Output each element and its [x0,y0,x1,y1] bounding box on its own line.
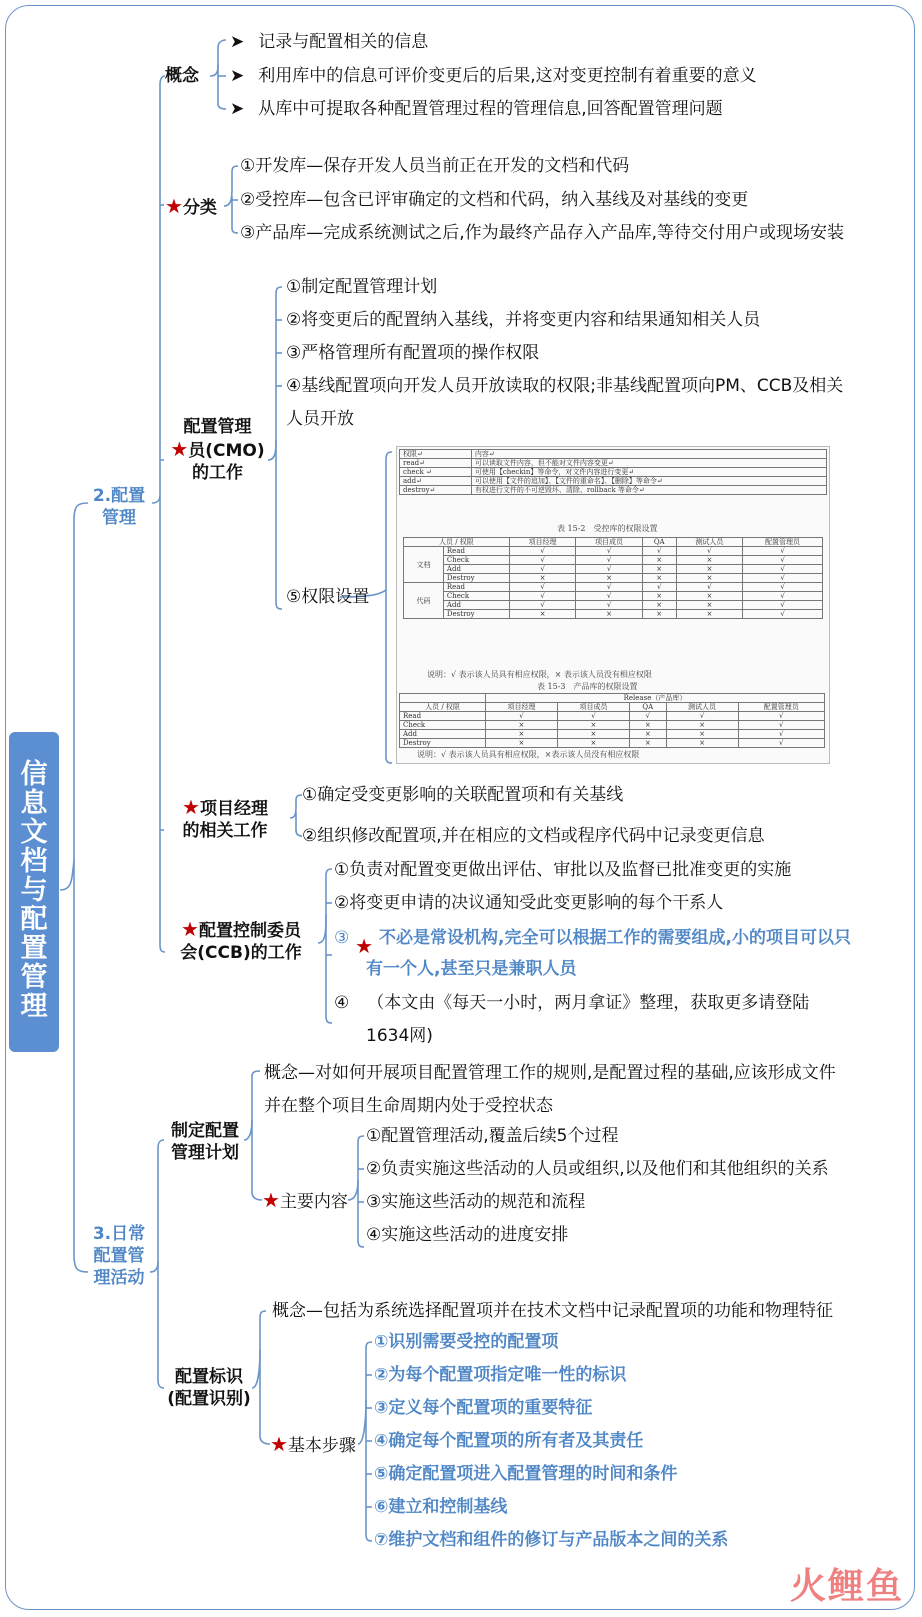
ident-step-2: ②为每个配置项指定唯一性的标识 [374,1365,627,1385]
cmo-item-3: ③严格管理所有配置项的操作权限 [286,343,540,363]
mark-cell: × [557,730,629,739]
mark-cell: √ [743,547,823,556]
mark-cell: √ [576,592,643,601]
header-cell: QA [642,538,676,547]
operation-cell: Add [443,565,509,574]
category-label: 分类 [182,198,217,218]
plan-label-2: 管理计划 [171,1143,239,1163]
permission-name-cell: 权限↵ [400,450,472,459]
star-icon: ★ [182,795,200,819]
cmo-item-4: ④基线配置项向开发人员开放读取的权限;非基线配置项向PM、CCB及相关 [286,376,844,396]
table-row [400,721,825,730]
table-header-row [400,703,825,712]
mark-cell: √ [509,592,576,601]
table-row [400,712,825,721]
mark-cell: √ [486,712,558,721]
mark-cell: × [676,601,743,610]
plan-concept-line-1: 概念—对如何开展项目配置管理工作的规则,是配置过程的基础,应该形成文件 [264,1063,836,1083]
ccb-item-3 [334,925,851,958]
cmo-label-2: 员(CMO) [188,441,265,461]
section-3-label-3: 理活动 [93,1268,145,1288]
mark-cell: √ [743,592,823,601]
table-15-2-note: 说明：√ 表示该人员具有相应权限，× 表示该人员没有相应权限 [427,670,652,679]
table-row [404,547,823,556]
mark-cell: × [642,574,676,583]
table-row [404,592,823,601]
plan-item-2: ②负责实施这些活动的人员或组织,以及他们和其他组织的关系 [366,1159,829,1179]
mark-cell: √ [738,721,824,730]
table-15-2-caption: 表 15-2 受控库的权限设置 [557,524,658,533]
ccb-item-4-num: ④ [334,993,350,1013]
release-header-cell: Release（产品库） [486,694,825,703]
mark-cell: √ [642,547,676,556]
ident-node [163,1366,255,1410]
concept-text: 从库中可提取各种配置管理过程的管理信息,回答配置管理问题 [258,99,723,119]
ident-steps-label: 基本步骤 [287,1436,356,1456]
header-cell: 项目经理 [509,538,576,547]
ccb-item-4-line-2: 1634网) [366,1026,433,1046]
mark-cell: √ [509,601,576,610]
section-3-label-1: 3.日常 [92,1224,146,1244]
blank-cell [400,694,486,703]
mark-cell: × [629,730,666,739]
concept-item-3 [230,98,723,120]
ccb-item-2: ②将变更申请的决议通知受此变更影响的每个干系人 [334,893,724,913]
ident-label-1: 配置标识 [175,1367,243,1387]
mark-cell: × [576,574,643,583]
header-cell: 人员 / 权限 [400,703,486,712]
section-3-label-2: 配置管 [93,1246,145,1266]
mark-cell: × [642,601,676,610]
permission-desc-cell: 有权进行文件的不可逆毁坏、清除、rollback 等命令↵ [471,486,826,495]
ident-steps-node [270,1433,356,1457]
table-header-row [404,538,823,547]
ccb-item-1: ①负责对配置变更做出评估、审批以及监督已批准变更的实施 [334,860,792,880]
ccb-node [165,918,317,964]
mark-cell: √ [743,610,823,619]
mark-cell: × [676,556,743,565]
mark-cell: √ [642,583,676,592]
mark-cell: √ [743,556,823,565]
ident-step-4: ④确定每个配置项的所有者及其责任 [374,1431,644,1451]
table-row [400,739,825,748]
permission-desc-cell: 可以读取文件内容，但不能对文件内容变更↵ [471,459,826,468]
mark-cell: × [642,592,676,601]
ident-step-7: ⑦维护文档和组件的修订与产品版本之间的关系 [374,1530,729,1550]
mark-cell: √ [576,547,643,556]
operation-cell: Add [400,730,486,739]
table-row [400,459,827,468]
permission-table-image [396,446,830,764]
watermark-logo: 火鲤鱼 [789,1566,904,1607]
root-node [9,732,59,1052]
plan-main-label: 主要内容 [279,1192,348,1212]
header-cell: 项目成员 [557,703,629,712]
star-icon: ★ [181,917,199,941]
bullet-icon: ➤ [230,66,245,86]
ccb-label-2: 会(CCB)的工作 [180,943,302,963]
ident-step-1: ①识别需要受控的配置项 [374,1332,559,1352]
operation-cell: Destroy [443,610,509,619]
mark-cell: √ [576,601,643,610]
operation-cell: Read [443,547,509,556]
plan-node [165,1120,245,1164]
concept-text: 利用库中的信息可评价变更后的后果,这对变更控制有着重要的意义 [258,66,757,86]
mark-cell: √ [576,565,643,574]
plan-label-1: 制定配置 [171,1121,239,1141]
mark-cell: √ [509,556,576,565]
section-3-label [88,1223,150,1289]
mark-cell: × [486,730,558,739]
mark-cell: √ [743,565,823,574]
mark-cell: × [557,739,629,748]
mark-cell: √ [743,601,823,610]
mark-cell: × [629,739,666,748]
mark-cell: √ [738,712,824,721]
mark-cell: √ [743,574,823,583]
concept-item-2 [230,65,757,87]
mark-cell: √ [557,712,629,721]
permission-desc-cell: 内容↵ [471,450,826,459]
category-node [165,195,217,219]
group-cell: 代码 [404,583,444,619]
plan-item-3: ③实施这些活动的规范和流程 [366,1192,586,1212]
mark-cell: × [666,721,738,730]
table-15-3-caption: 表 15-3 产品库的权限设置 [537,682,638,691]
permission-name-cell: destroy↵ [400,486,472,495]
mark-cell: × [666,739,738,748]
concept-node: 概念 [165,66,199,86]
mark-cell: √ [743,583,823,592]
table-header-row [400,694,825,703]
category-item-1: ①开发库—保存开发人员当前正在开发的文档和代码 [240,156,630,176]
category-item-3: ③产品库—完成系统测试之后,作为最终产品存入产品库,等待交付用户或现场安装 [240,223,845,243]
mark-cell: √ [738,739,824,748]
ccb-label-1: 配置控制委员 [198,921,301,941]
mark-cell: × [642,556,676,565]
mark-cell: × [486,721,558,730]
mark-cell: × [676,565,743,574]
table-row [400,477,827,486]
pm-item-1: ①确定受变更影响的关联配置项和有关基线 [302,785,624,805]
header-cell: 测试人员 [666,703,738,712]
mark-cell: × [666,730,738,739]
plan-concept-line-2: 并在整个项目生命周期内处于受控状态 [264,1096,553,1116]
cmo-item-5: ⑤权限设置 [286,587,370,607]
operation-cell: Read [400,712,486,721]
mark-cell: √ [676,547,743,556]
cmo-node [165,416,270,484]
star-icon: ★ [165,194,183,218]
table-row [404,610,823,619]
permission-desc-cell: 可以使用【文件的追加】、【文件的重命名】、【删除】等命令↵ [471,477,826,486]
header-cell: 人员 / 权限 [404,538,510,547]
table-row [404,565,823,574]
table-row [404,574,823,583]
concept-item-1 [230,31,428,53]
table-row [400,468,827,477]
plan-item-1: ①配置管理活动,覆盖后续5个过程 [366,1126,619,1146]
operation-cell: Check [400,721,486,730]
mark-cell: × [629,721,666,730]
bullet-icon: ➤ [230,99,245,119]
mark-cell: × [486,739,558,748]
operation-cell: Check [443,592,509,601]
permission-definition-table [399,449,827,495]
section-2-text: 2.配置管理 [92,486,146,528]
cmo-item-4-cont: 人员开放 [286,409,354,429]
category-item-2: ②受控库—包含已评审确定的文档和代码，纳入基线及对基线的变更 [240,190,749,210]
mark-cell: × [576,610,643,619]
mark-cell: × [676,592,743,601]
concept-text: 记录与配置相关的信息 [258,32,429,52]
table-row [400,730,825,739]
pm-item-2: ②组织修改配置项,并在相应的文档或程序代码中记录变更信息 [302,826,765,846]
ccb-item-4-line-1: （本文由《每天一小时，两月拿证》整理，获取更多请登陆 [367,993,810,1013]
mark-cell: × [676,574,743,583]
mark-cell: × [509,610,576,619]
pm-label-1-row [165,796,285,820]
mark-cell: √ [576,583,643,592]
ccb-item-3-line-1: 不必是常设机构,完全可以根据工作的需要组成,小的项目可以只 [379,928,851,948]
ccb-item-3-line-2: 有一个人,甚至只是兼职人员 [366,959,577,979]
header-cell: QA [629,703,666,712]
mark-cell: √ [509,547,576,556]
product-library-permission-table [399,693,825,748]
star-icon: ★ [170,437,189,461]
ident-concept: 概念—包括为系统选择配置项并在技术文档中记录配置项的功能和物理特征 [272,1301,833,1321]
star-icon: ★ [270,1432,288,1456]
plan-item-4: ④实施这些活动的进度安排 [366,1225,569,1245]
group-cell: 文档 [404,547,444,583]
cmo-label-2-row [165,438,270,462]
operation-cell: Read [443,583,509,592]
ccb-item-3-num: ③ [334,928,350,948]
header-cell: 配置管理员 [743,538,823,547]
mark-cell: × [557,721,629,730]
permission-name-cell: add↵ [400,477,472,486]
bullet-icon: ➤ [230,32,245,52]
plan-main-content-node [262,1189,348,1213]
mark-cell: √ [509,565,576,574]
controlled-library-permission-table [403,537,823,619]
table-row [404,556,823,565]
cmo-label-1: 配置管理 [183,417,252,437]
header-cell: 项目成员 [576,538,643,547]
star-icon: ★ [355,934,374,958]
mark-cell: × [509,574,576,583]
ccb-label-1-row [165,918,317,942]
cmo-item-1: ①制定配置管理计划 [286,277,438,297]
table-row [400,450,827,459]
table-row [404,601,823,610]
ident-label-2: (配置识别) [167,1389,251,1409]
mark-cell: × [642,610,676,619]
table-row [400,486,827,495]
cmo-item-2: ②将变更后的配置纳入基线，并将变更内容和结果通知相关人员 [286,310,761,330]
permission-desc-cell: 可使用【checkin】等命令，对文件内容进行变更↵ [471,468,826,477]
root-title: 信息文档与配置管理 [20,759,48,1022]
mark-cell: √ [666,712,738,721]
permission-name-cell: check ↵ [400,468,472,477]
ident-step-3: ③定义每个配置项的重要特征 [374,1398,593,1418]
mark-cell: √ [576,556,643,565]
table-15-3-note: 说明：√ 表示该人员具有相应权限，×表示该人员没有相应权限 [417,750,640,759]
ident-step-5: ⑤确定配置项进入配置管理的时间和条件 [374,1464,678,1484]
header-cell: 测试人员 [676,538,743,547]
pm-node [165,796,285,842]
cmo-label-3: 的工作 [192,463,243,483]
pm-label-2: 的相关工作 [182,821,268,841]
ident-step-6: ⑥建立和控制基线 [374,1497,508,1517]
header-cell: 配置管理员 [738,703,824,712]
mark-cell: √ [738,730,824,739]
permission-name-cell: read↵ [400,459,472,468]
section-2-label [88,485,152,529]
operation-cell: Destroy [443,574,509,583]
mark-cell: √ [629,712,666,721]
operation-cell: Add [443,601,509,610]
mark-cell: × [642,565,676,574]
header-cell: 项目经理 [486,703,558,712]
operation-cell: Check [443,556,509,565]
operation-cell: Destroy [400,739,486,748]
mark-cell: √ [676,583,743,592]
table-row [404,583,823,592]
mark-cell: √ [509,583,576,592]
pm-label-1: 项目经理 [199,799,268,819]
star-icon: ★ [262,1188,280,1212]
ccb-item-4 [334,992,809,1014]
mark-cell: × [676,610,743,619]
